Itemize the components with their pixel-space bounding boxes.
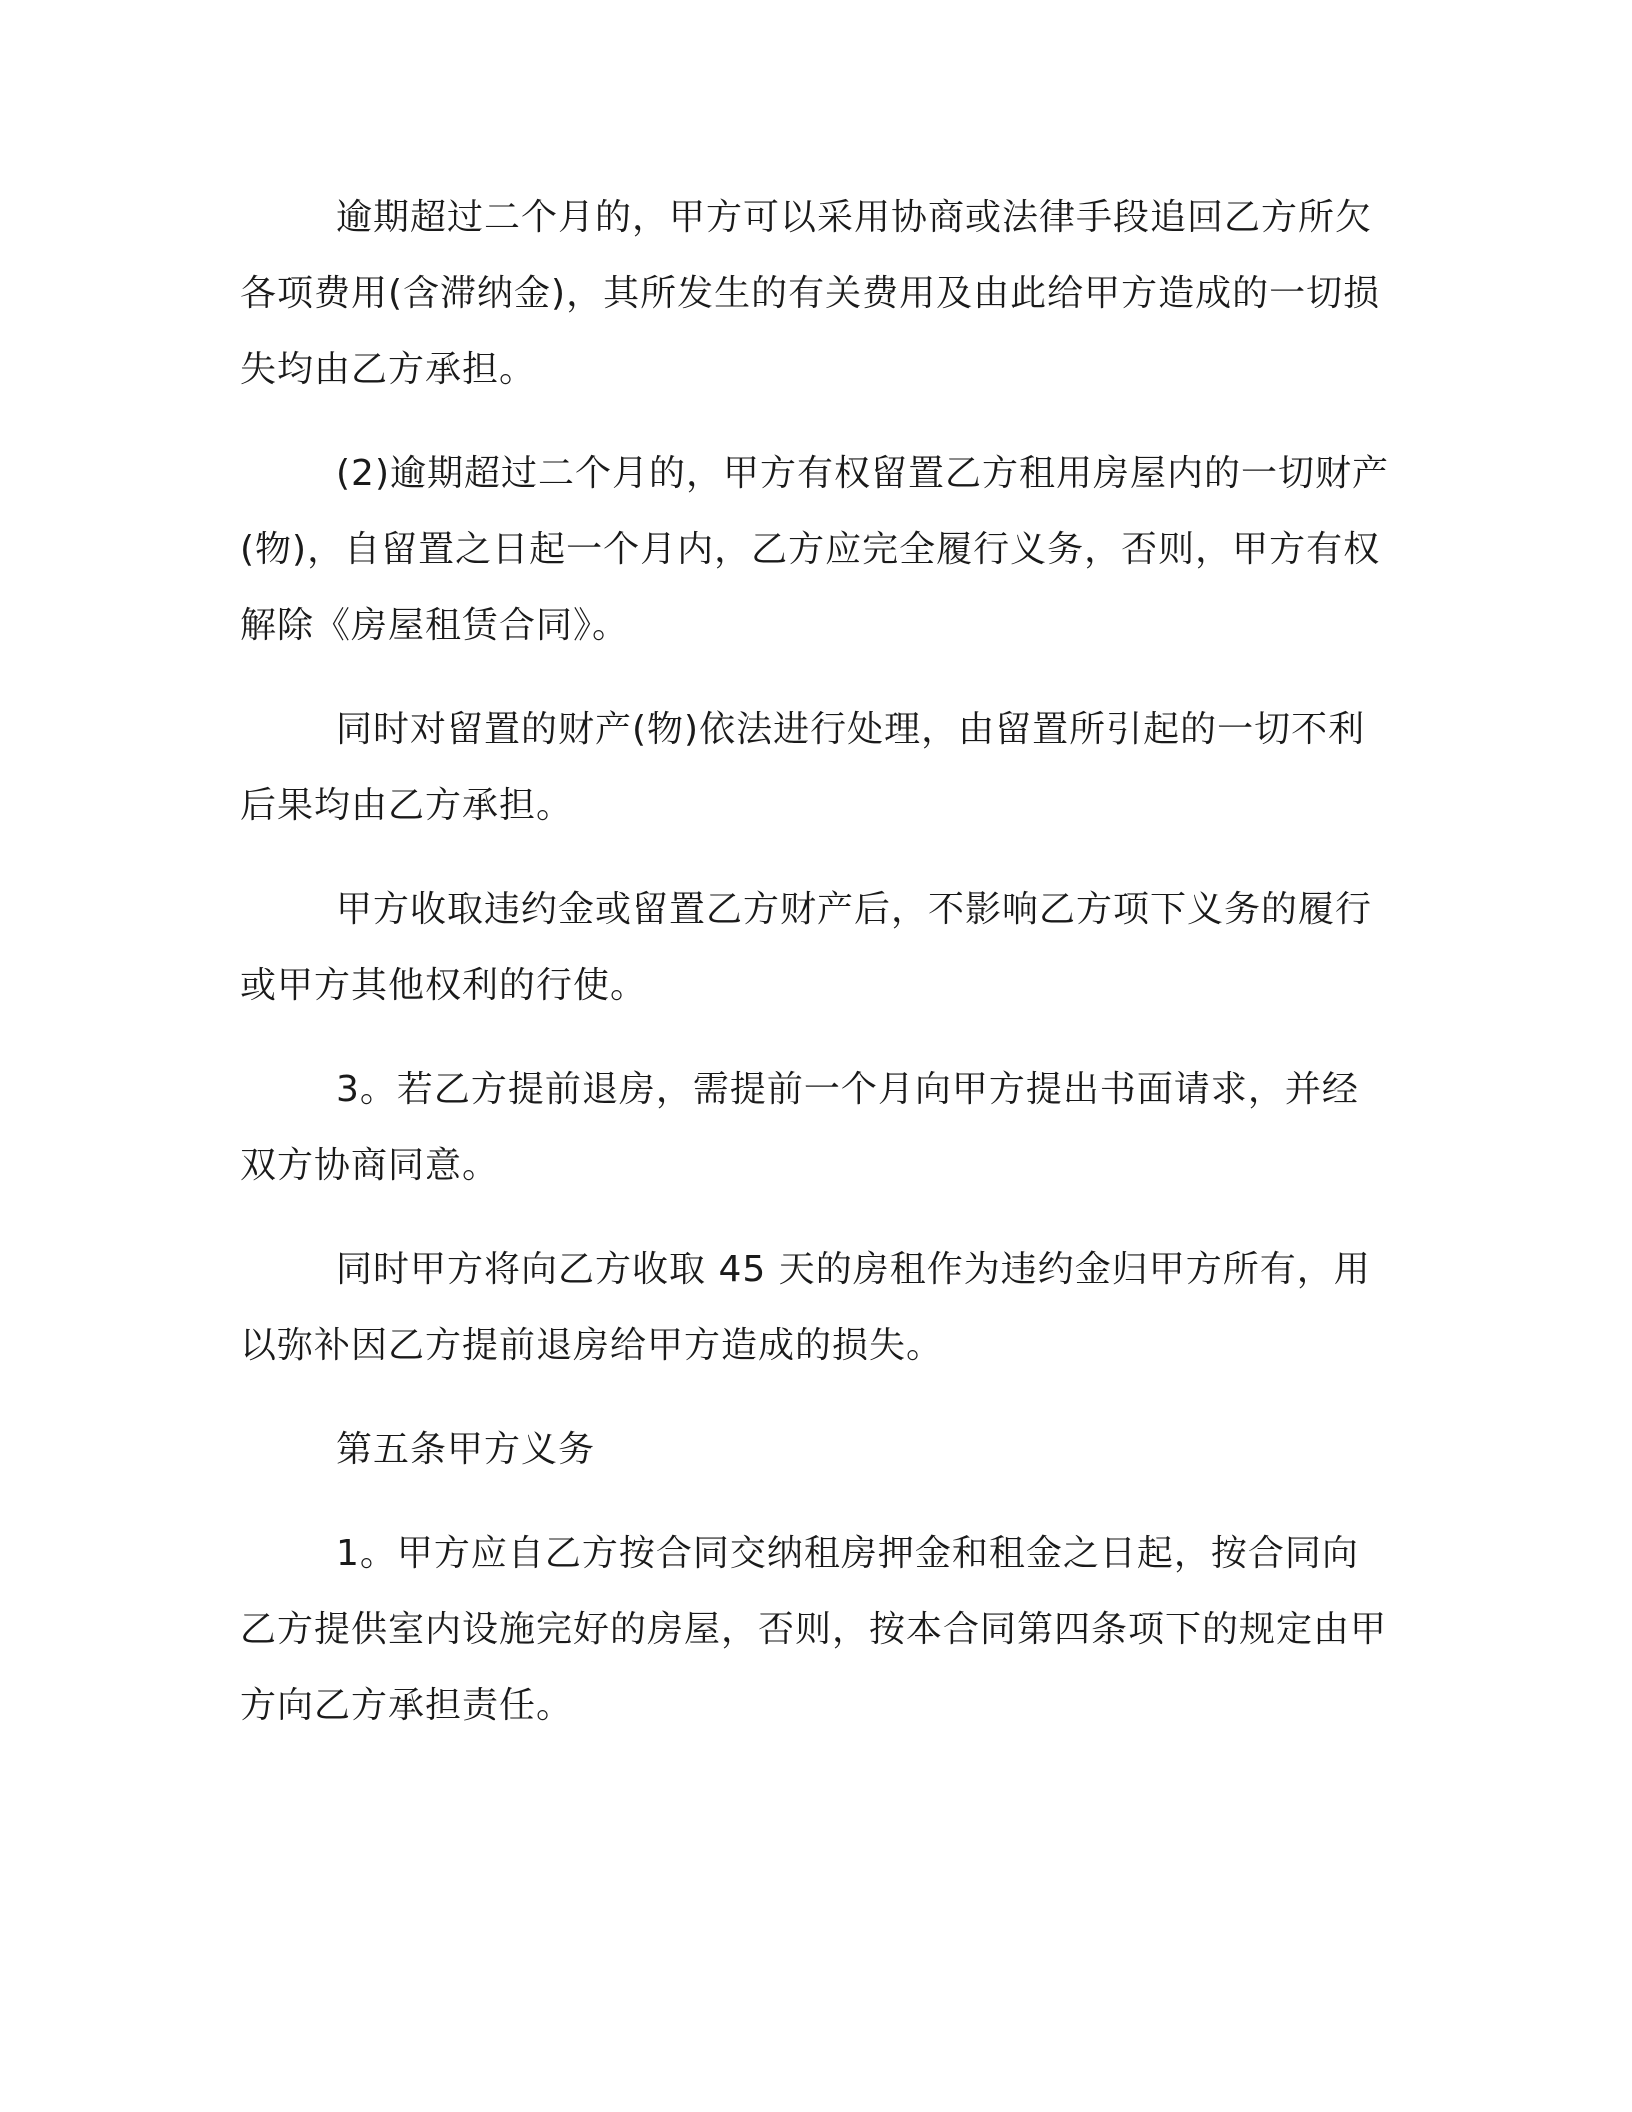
paragraph-penalty-rent: 同时甲方将向乙方收取 45 天的房租作为违约金归甲方所有，用以弥补因乙方提前退房给甲方造成的损失。 — [240, 1249, 1371, 1366]
paragraph-lien-right: (2)逾期超过二个月的，甲方有权留置乙方租用房屋内的一切财产(物)，自留置之日起一个月内，乙方应完全履行义务，否则，甲方有权解除《房屋租赁合同》。 — [240, 453, 1389, 646]
section-heading-article-five: 第五条甲方义务 — [336, 1429, 596, 1470]
paragraph-overdue-recovery: 逾期超过二个月的，甲方可以采用协商或法律手段追回乙方所欠各项费用(含滞纳金)，其所发生的有关费用及由此给甲方造成的一切损失均由乙方承担。 — [240, 197, 1381, 390]
paragraph-landlord-duty: 1。甲方应自乙方按合同交纳租房押金和租金之日起，按合同向乙方提供室内设施完好的房屋，否则，按本合同第四条项下的规定由甲方向乙方承担责任。 — [240, 1533, 1388, 1726]
paragraph-lien-disposal: 同时对留置的财产(物)依法进行处理，由留置所引起的一切不利后果均由乙方承担。 — [240, 709, 1366, 826]
paragraph-early-termination: 3。若乙方提前退房，需提前一个月向甲方提出书面请求，并经双方协商同意。 — [240, 1069, 1359, 1186]
paragraph-penalty-effect: 甲方收取违约金或留置乙方财产后，不影响乙方项下义务的履行或甲方其他权利的行使。 — [240, 889, 1373, 1006]
document-body — [240, 180, 1390, 1772]
